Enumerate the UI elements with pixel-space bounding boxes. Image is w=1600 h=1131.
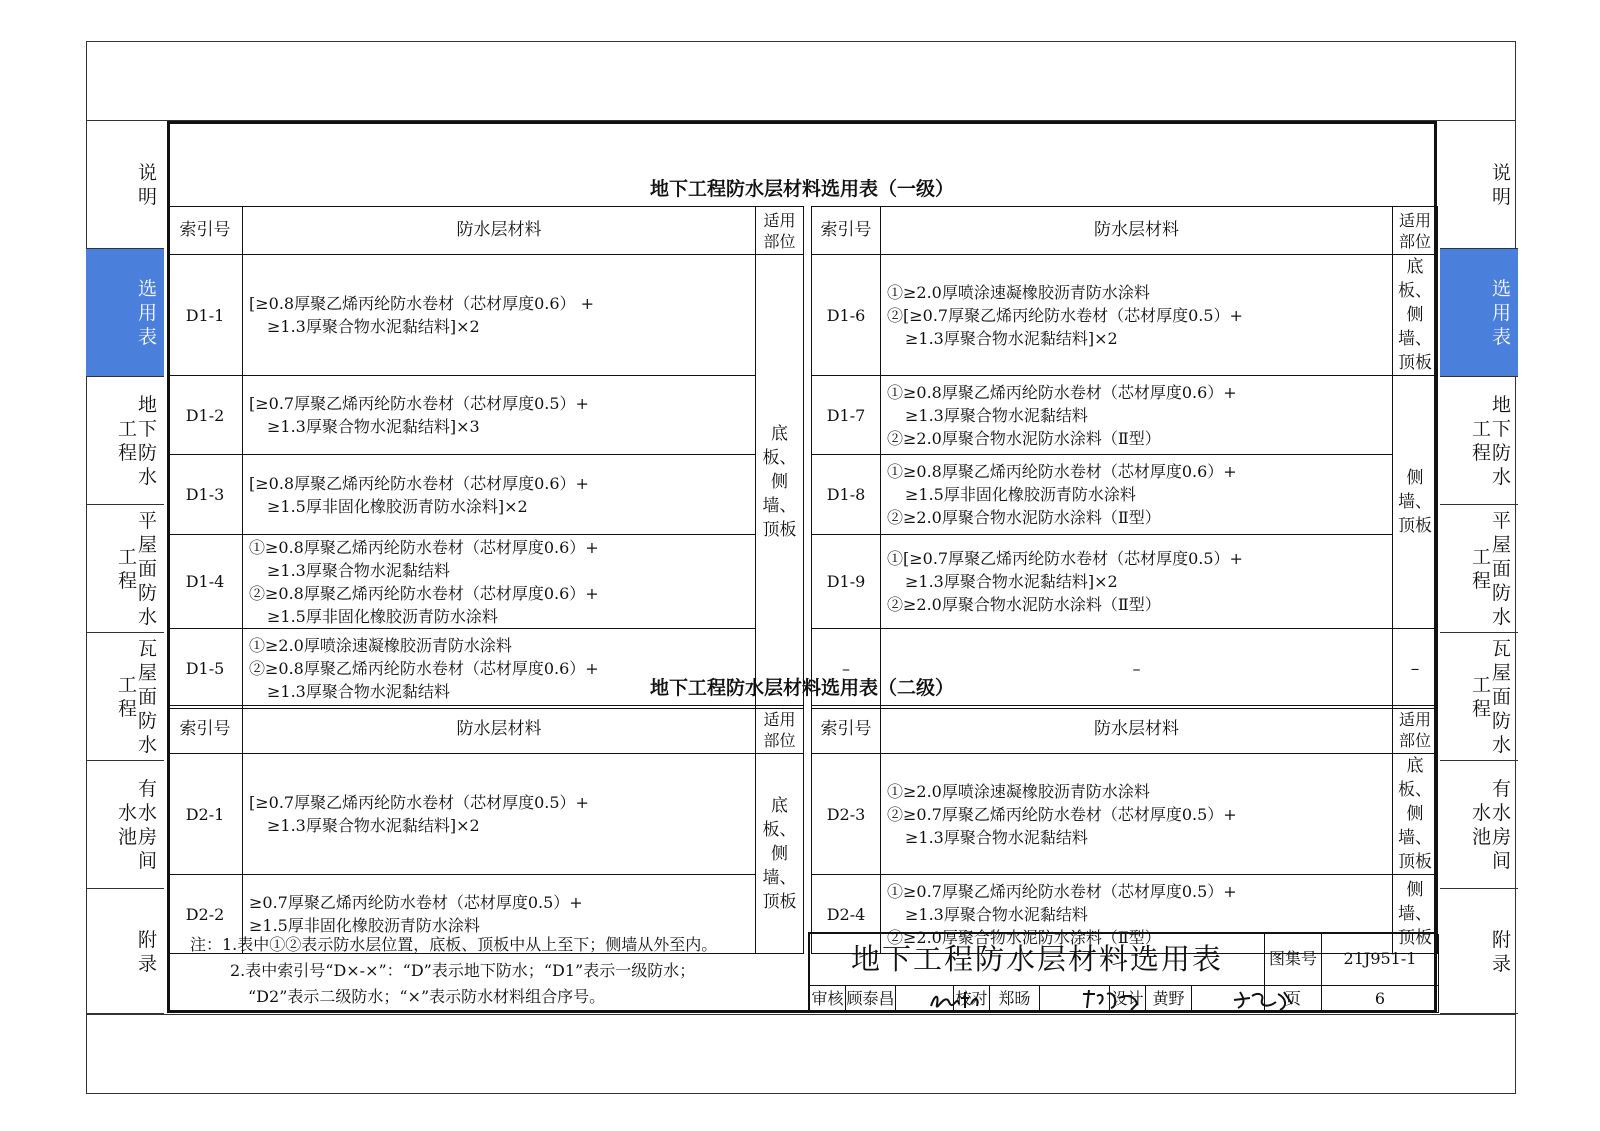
check-name: 郑旸 <box>990 986 1040 1013</box>
index-cell: D1-1 <box>168 255 243 376</box>
header-material: 防水层材料 <box>243 207 756 255</box>
applicable-cell: 底板、侧墙、顶板 <box>1393 255 1438 376</box>
header-applicable: 适用部位 <box>756 207 804 255</box>
side-tab-char: 防 <box>138 710 159 732</box>
side-tab-char: 录 <box>1492 952 1513 975</box>
side-tab-char: 屋 <box>1492 534 1513 556</box>
side-tab-char: 程 <box>1472 570 1493 592</box>
side-tab-1[interactable] <box>1440 121 1518 249</box>
side-tab-5[interactable] <box>1440 633 1518 761</box>
material-line: ≥0.7厚聚乙烯丙纶防水卷材（芯材厚度0.5）+ <box>249 893 583 912</box>
material-cell <box>881 754 1393 875</box>
side-tab-char: 水 <box>1492 802 1513 824</box>
side-tab-char: 选 <box>1492 278 1513 300</box>
material-cell <box>243 754 756 875</box>
header-material: 防水层材料 <box>243 706 756 754</box>
material-line: ②≥0.8厚聚乙烯丙纶防水卷材（芯材厚度0.6）+ <box>249 659 599 678</box>
material-line: ≥1.3厚聚合物水泥黏结料 <box>267 560 450 580</box>
material-line: ≥1.3厚聚合物水泥黏结料 <box>905 904 1088 924</box>
notes <box>190 932 717 1010</box>
index-cell: D1-3 <box>168 455 243 535</box>
material-line: ≥1.5厚非固化橡胶沥青防水涂料]×2 <box>267 496 528 516</box>
material-line: ①≥0.8厚聚乙烯丙纶防水卷材（芯材厚度0.6）+ <box>249 537 599 557</box>
material-line: ②≥0.7厚聚乙烯丙纶防水卷材（芯材厚度0.5）+ <box>887 804 1237 824</box>
material-line: ①[≥0.7厚聚乙烯丙纶防水卷材（芯材厚度0.5）+ <box>887 549 1243 568</box>
review-label: 审核 <box>810 986 846 1013</box>
material-line: ≥1.5厚非固化橡胶沥青防水涂料 <box>249 916 480 935</box>
design-signature <box>1192 986 1265 1013</box>
side-tab-char: 平 <box>1492 510 1513 532</box>
table-divider <box>804 207 812 709</box>
index-cell: D1-5 <box>168 629 243 709</box>
side-tab-char: 瓦 <box>138 638 159 660</box>
side-tab-2[interactable] <box>86 249 164 377</box>
design-name: 黄野 <box>1146 986 1192 1013</box>
side-tab-char: 选 <box>138 278 159 300</box>
material-line: ②≥2.0厚聚合物水泥防水涂料（Ⅱ型） <box>887 927 1161 947</box>
header-index: 索引号 <box>812 706 881 754</box>
side-tab-4[interactable] <box>86 505 164 633</box>
header-material: 防水层材料 <box>881 207 1393 255</box>
side-tab-char: 水 <box>138 606 159 628</box>
material-line: ①≥2.0厚喷涂速凝橡胶沥青防水涂料 <box>249 636 512 655</box>
header-index: 索引号 <box>168 207 243 255</box>
side-tab-char: 说 <box>138 162 159 184</box>
side-tab-char: 防 <box>1492 710 1513 732</box>
header-index: 索引号 <box>168 706 243 754</box>
material-line: [≥0.7厚聚乙烯丙纶防水卷材（芯材厚度0.5）+ <box>249 793 589 812</box>
applicable-cell: 底板、侧墙、顶板 <box>756 754 804 954</box>
index-cell: D2-1 <box>168 754 243 875</box>
material-line: [≥0.8厚聚乙烯丙纶防水卷材（芯材厚度0.6）+ <box>249 473 589 493</box>
index-cell: D2-2 <box>168 875 243 954</box>
table1-grade1 <box>167 206 1438 709</box>
page-label: 页 <box>1265 986 1322 1013</box>
side-tab-char: 工 <box>1472 418 1493 440</box>
side-tab-char: 防 <box>1492 442 1513 464</box>
material-line: ≥1.3厚聚合物水泥黏结料 <box>905 405 1088 425</box>
side-tab-char: 瓦 <box>1492 638 1513 660</box>
side-tab-5[interactable] <box>86 633 164 761</box>
side-tab-char: 水 <box>1472 802 1493 824</box>
material-cell <box>881 455 1393 535</box>
side-tab-char: 水 <box>138 466 159 488</box>
side-tab-char: 屋 <box>138 534 159 556</box>
side-tab-7[interactable] <box>86 889 164 1014</box>
side-tab-char: 工 <box>1472 674 1493 696</box>
index-cell: D1-6 <box>812 255 881 376</box>
side-tab-char: 屋 <box>1492 662 1513 684</box>
side-tab-char: 有 <box>138 778 159 800</box>
side-tab-char: 水 <box>138 734 159 756</box>
material-line: ②≥2.0厚聚合物水泥防水涂料（Ⅱ型） <box>887 428 1161 448</box>
material-line: ≥1.3厚聚合物水泥黏结料]×2 <box>905 328 1118 348</box>
material-line: ≥1.3厚聚合物水泥黏结料 <box>905 827 1088 847</box>
design-label: 设计 <box>1110 986 1146 1013</box>
side-tab-char: 房 <box>1492 826 1513 848</box>
material-line: ≥1.5厚非固化橡胶沥青防水涂料 <box>267 606 498 626</box>
side-tab-char: 水 <box>1492 466 1513 488</box>
side-tab-char: 间 <box>138 850 159 872</box>
index-cell: D1-7 <box>812 376 881 455</box>
table2-grade2 <box>167 705 1438 954</box>
side-tab-char: 工 <box>118 546 139 568</box>
side-tab-char: 明 <box>1492 186 1513 208</box>
side-tab-char: 间 <box>1492 850 1513 872</box>
note-line: 2.表中索引号“D×-×”：“D”表示地下防水；“D1”表示一级防水； <box>230 961 696 980</box>
side-tab-6[interactable] <box>86 761 164 889</box>
frame-bottom-rule <box>86 1014 1516 1015</box>
side-tab-char: 池 <box>1472 826 1493 848</box>
table-divider <box>804 706 812 954</box>
table-row <box>168 754 1438 875</box>
side-tab-char: 下 <box>1492 418 1513 440</box>
side-tab-char: 程 <box>1472 442 1493 464</box>
side-tab-char: 说 <box>1492 162 1513 184</box>
side-tab-char: 程 <box>118 442 139 464</box>
side-tab-char: 水 <box>118 802 139 824</box>
index-cell: – <box>812 629 881 709</box>
material-line: ②≥2.0厚聚合物水泥防水涂料（Ⅱ型） <box>887 595 1161 614</box>
side-tab-char: 水 <box>138 802 159 824</box>
side-tab-char: 面 <box>1492 686 1513 708</box>
index-cell: D2-3 <box>812 754 881 875</box>
material-line: ①≥0.8厚聚乙烯丙纶防水卷材（芯材厚度0.6）+ <box>887 382 1237 402</box>
table-row <box>168 255 1438 376</box>
table2-header-row <box>168 706 1438 754</box>
table2-title: 地下工程防水层材料选用表（二级） <box>649 677 954 699</box>
header-index: 索引号 <box>812 207 881 255</box>
material-line: ≥1.5厚非固化橡胶沥青防水涂料 <box>905 485 1136 504</box>
side-tab-4[interactable] <box>1440 505 1518 633</box>
index-cell: D1-8 <box>812 455 881 535</box>
index-cell: D1-4 <box>168 535 243 629</box>
header-material: 防水层材料 <box>881 706 1393 754</box>
side-tab-char: 下 <box>138 418 159 440</box>
side-tab-char: 有 <box>1492 778 1513 800</box>
material-line: ≥1.3厚聚合物水泥黏结料]×3 <box>267 417 480 436</box>
side-tab-7[interactable] <box>1440 889 1518 1014</box>
material-cell <box>881 535 1393 629</box>
material-line: ≥1.3厚聚合物水泥黏结料 <box>267 682 450 701</box>
applicable-cell: 侧墙、顶板 <box>1393 875 1438 954</box>
side-tab-char: 工 <box>1472 546 1493 568</box>
material-line: ②[≥0.7厚聚乙烯丙纶防水卷材（芯材厚度0.5）+ <box>887 305 1243 325</box>
material-cell <box>243 255 756 376</box>
side-tab-char: 程 <box>118 698 139 720</box>
table1-title: 地下工程防水层材料选用表（一级） <box>649 178 954 200</box>
applicable-cell: 底板、侧墙、顶板 <box>1393 754 1438 875</box>
side-tab-char: 面 <box>138 558 159 580</box>
side-tab-char: 防 <box>138 442 159 464</box>
applicable-cell: 侧墙、顶板 <box>1393 376 1438 629</box>
material-cell <box>881 255 1393 376</box>
atlas-number: 21J951-1 <box>1322 934 1439 986</box>
review-name: 顾泰昌 <box>846 986 896 1013</box>
side-tab-char: 附 <box>138 928 159 951</box>
index-cell: D1-2 <box>168 376 243 455</box>
table1-header-row <box>168 207 1438 255</box>
material-line: ≥1.3厚聚合物水泥黏结料]×2 <box>267 816 480 835</box>
atlas-label: 图集号 <box>1265 934 1322 986</box>
header-applicable: 适用部位 <box>1393 207 1438 255</box>
side-tab-char: 水 <box>1492 734 1513 756</box>
side-tab-2[interactable] <box>1440 249 1518 377</box>
material-line: ①≥0.7厚聚乙烯丙纶防水卷材（芯材厚度0.5）+ <box>887 881 1237 901</box>
header-applicable: 适用部位 <box>1393 706 1438 754</box>
index-cell: D2-4 <box>812 875 881 954</box>
review-signature <box>896 986 954 1013</box>
side-tab-char: 平 <box>138 510 159 532</box>
note-line: “D2”表示二级防水；“×”表示防水材料组合序号。 <box>248 987 606 1006</box>
page-number: 6 <box>1322 986 1439 1013</box>
applicable-cell: 底板、侧墙、顶板 <box>756 255 804 709</box>
side-tab-3[interactable] <box>86 377 164 505</box>
side-tab-char: 面 <box>138 686 159 708</box>
material-line: [≥0.7厚聚乙烯丙纶防水卷材（芯材厚度0.5）+ <box>249 394 589 413</box>
material-cell <box>243 455 756 535</box>
material-line: ≥1.3厚聚合物水泥黏结料]×2 <box>905 572 1118 591</box>
material-line: [≥0.8厚聚乙烯丙纶防水卷材（芯材厚度0.6） + <box>249 294 595 313</box>
side-tab-char: 录 <box>138 952 159 975</box>
side-tab-char: 防 <box>138 582 159 604</box>
material-cell <box>243 376 756 455</box>
side-tab-char: 表 <box>1492 326 1513 348</box>
side-tab-char: 程 <box>1472 698 1493 720</box>
side-tab-char: 程 <box>118 570 139 592</box>
side-tab-char: 地 <box>1492 394 1513 416</box>
check-label: 校对 <box>954 986 990 1013</box>
material-line: ①≥2.0厚喷涂速凝橡胶沥青防水涂料 <box>887 781 1150 801</box>
side-tab-char: 屋 <box>138 662 159 684</box>
side-tab-char: 表 <box>138 326 159 348</box>
header-applicable: 适用部位 <box>756 706 804 754</box>
title-block <box>808 932 1437 1013</box>
side-tab-char: 池 <box>118 826 139 848</box>
material-line: ②≥2.0厚聚合物水泥防水涂料（Ⅱ型） <box>887 508 1161 527</box>
side-tab-char: 明 <box>138 186 159 208</box>
material-line: ①≥2.0厚喷涂速凝橡胶沥青防水涂料 <box>887 282 1150 302</box>
side-tab-6[interactable] <box>1440 761 1518 889</box>
side-tab-char: 工 <box>118 418 139 440</box>
side-tab-char: 用 <box>138 302 159 324</box>
side-tab-char: 地 <box>138 394 159 416</box>
drawing-name: 地下工程防水层材料选用表 <box>810 934 1265 986</box>
check-signature <box>1040 986 1110 1013</box>
material-line: ②≥0.8厚聚乙烯丙纶防水卷材（芯材厚度0.6）+ <box>249 583 599 603</box>
side-tab-char: 房 <box>138 826 159 848</box>
side-tab-char: 防 <box>1492 582 1513 604</box>
side-tab-char: 用 <box>1492 302 1513 324</box>
material-line: ≥1.3厚聚合物水泥黏结料]×2 <box>267 317 480 336</box>
side-tab-3[interactable] <box>1440 377 1518 505</box>
note-line: 注：1.表中①②表示防水层位置，底板、顶板中从上至下；侧墙从外至内。 <box>190 935 718 954</box>
index-cell: D1-9 <box>812 535 881 629</box>
material-line: ①≥0.8厚聚乙烯丙纶防水卷材（芯材厚度0.6）+ <box>887 462 1237 481</box>
material-cell <box>243 535 756 629</box>
material-cell <box>881 376 1393 455</box>
side-tab-char: 面 <box>1492 558 1513 580</box>
applicable-cell: – <box>1393 629 1438 709</box>
side-tab-char: 附 <box>1492 928 1513 951</box>
side-tab-char: 水 <box>1492 606 1513 628</box>
side-tab-char: 工 <box>118 674 139 696</box>
side-tab-1[interactable] <box>86 121 164 249</box>
material-cell: – <box>881 629 1393 709</box>
